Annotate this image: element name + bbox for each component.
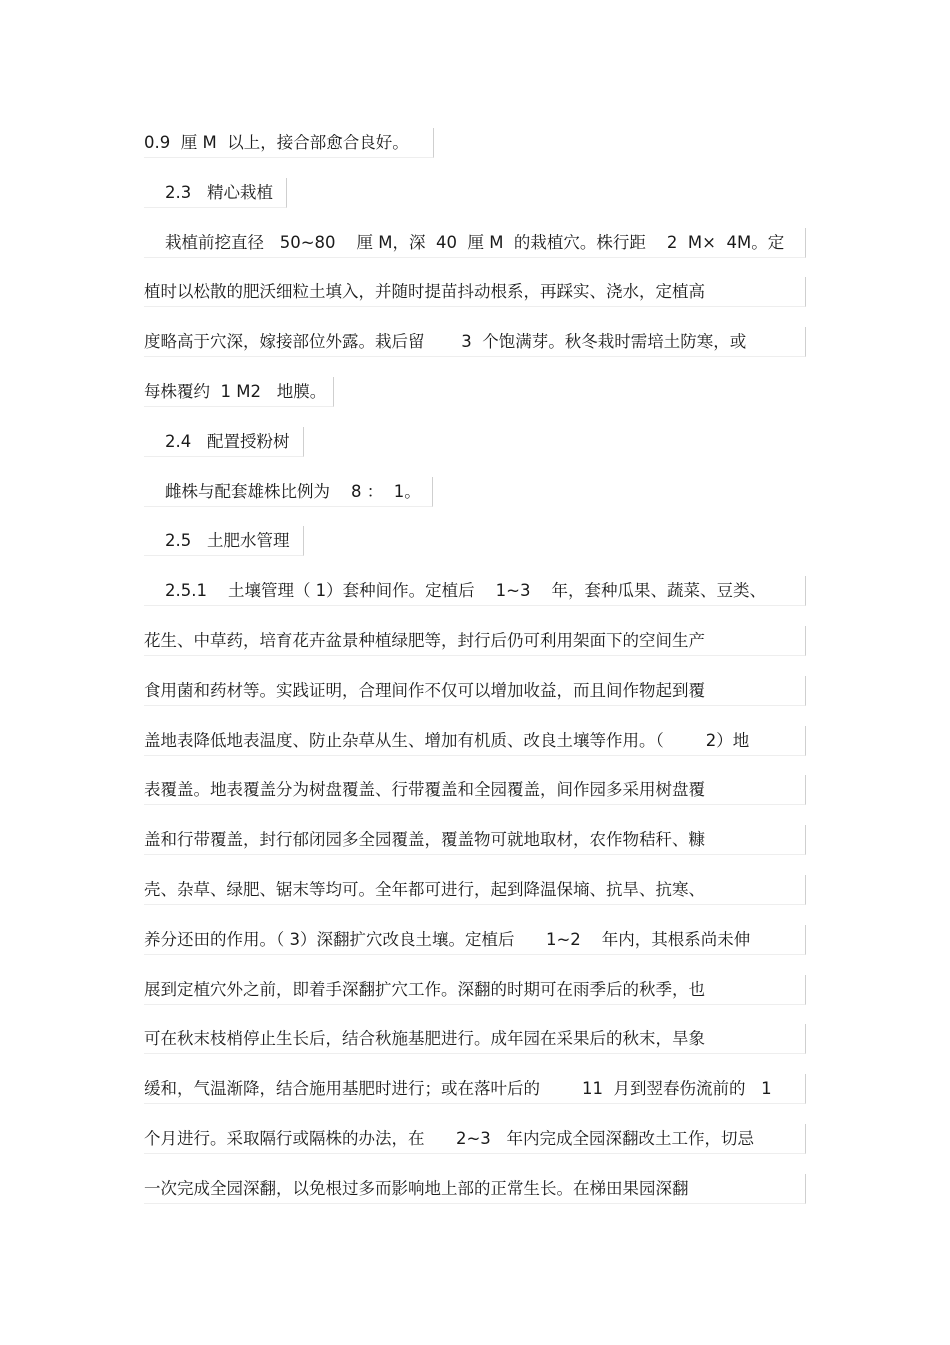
text-line: 盖和行带覆盖，封行郁闭园多全园覆盖，覆盖物可就地取材，农作物秸秆、糠 (144, 825, 806, 855)
text-line: 植时以松散的肥沃细粒土填入，并随时提苗抖动根系，再踩实、浇水，定植高 (144, 277, 806, 307)
text-line: 个月进行。采取隔行或隔株的办法，在 2~3 年内完成全园深翻改土工作，切忌 (144, 1124, 806, 1154)
text-line: 展到定植穴外之前，即着手深翻扩穴工作。深翻的时期可在雨季后的秋季，也 (144, 975, 806, 1005)
text-line: 度略高于穴深，嫁接部位外露。栽后留 3 个饱满芽。秋冬栽时需培土防寒，或 (144, 327, 806, 357)
text-line: 壳、杂草、绿肥、锯末等均可。全年都可进行，起到降温保墒、抗旱、抗寒、 (144, 875, 806, 905)
text-line: 花生、中草药，培育花卉盆景种植绿肥等，封行后仍可利用架面下的空间生产 (144, 626, 806, 656)
text-line: 表覆盖。地表覆盖分为树盘覆盖、行带覆盖和全园覆盖，间作园多采用树盘覆 (144, 775, 806, 805)
text-line: 养分还田的作用。（ 3）深翻扩穴改良土壤。定植后 1~2 年内，其根系尚未伸 (144, 925, 806, 955)
text-line: 雌株与配套雄株比例为 8 ： 1。 (144, 477, 433, 507)
section-heading-2-4: 2.4 配置授粉树 (144, 427, 304, 457)
text-line: 0.9 厘 M 以上，接合部愈合良好。 (144, 128, 434, 158)
text-line: 食用菌和药材等。实践证明，合理间作不仅可以增加收益，而且间作物起到覆 (144, 676, 806, 706)
text-line: 一次完成全园深翻，以免根过多而影响地上部的正常生长。在梯田果园深翻 (144, 1174, 806, 1204)
text-line: 可在秋末枝梢停止生长后，结合秋施基肥进行。成年园在采果后的秋末，旱象 (144, 1024, 806, 1054)
text-line: 2.5.1 土壤管理（ 1）套种间作。定植后 1~3 年，套种瓜果、蔬菜、豆类、 (144, 576, 806, 606)
text-line: 每株覆约 1 M2 地膜。 (144, 377, 334, 407)
text-line: 盖地表降低地表温度、防止杂草从生、增加有机质、改良土壤等作用。（ 2）地 (144, 726, 806, 756)
section-heading-2-5: 2.5 土肥水管理 (144, 526, 304, 556)
text-line: 栽植前挖直径 50~80 厘 M，深 40 厘 M 的栽植穴。株行距 2 M× 4M。定 (144, 228, 806, 258)
text-line: 缓和，气温渐降，结合施用基肥时进行；或在落叶后的 11 月到翌春伤流前的 1 (144, 1074, 806, 1104)
section-heading-2-3: 2.3 精心栽植 (144, 178, 287, 208)
